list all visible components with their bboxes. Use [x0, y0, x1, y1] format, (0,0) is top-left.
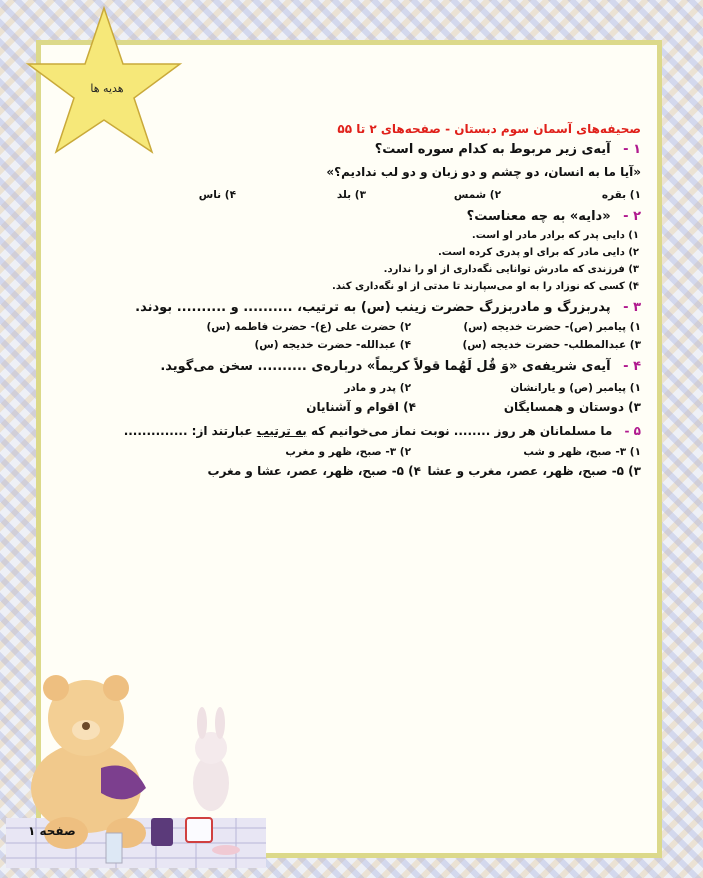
option: ۱) پیامبر (ص) و یارانشان	[510, 382, 641, 394]
option: ۲) شمس	[453, 189, 501, 201]
question-text: «دایه» به چه معناست؟	[466, 209, 611, 224]
options-row	[81, 464, 641, 478]
option: ۳) عبدالمطلب- حضرت خدیجه (س)	[462, 339, 641, 351]
question-text: آیه‌ی زیر مربوط به کدام سوره است؟	[374, 142, 611, 157]
option: ۴) عبدالله- حضرت خدیجه (س)	[254, 339, 411, 351]
question-text-underlined: به ترتیب	[256, 424, 307, 438]
option: ۲) دایی مادر که برای او پدری کرده است.	[437, 247, 639, 258]
option: ۲) ۳- صبح، ظهر و مغرب	[285, 446, 411, 458]
question-2	[81, 209, 641, 224]
option: ۱) پیامبر (ص)- حضرت خدیجه (س)	[463, 321, 641, 333]
option: ۴) ۵- صبح، ظهر، عصر، عشا و مغرب	[207, 464, 421, 478]
question-text: آیه‌ی شریفه‌ی «وَ قُل لَهُما قولاً کریماً» درباره‌ی .......... سخن می‌گوید.	[160, 359, 611, 374]
question-number: ۵ -	[624, 424, 641, 438]
question-number: ۳ -	[623, 300, 641, 315]
worksheet-content	[81, 122, 641, 478]
option: ۲) حضرت علی (ع)- حضرت فاطمه (س)	[206, 321, 411, 333]
options-row	[81, 382, 641, 394]
option: ۱) ۳- صبح، ظهر و شب	[523, 446, 641, 458]
question-5	[81, 424, 641, 438]
options-row	[81, 339, 641, 351]
question-3	[81, 300, 641, 315]
question-number: ۴ -	[623, 359, 641, 374]
question-4	[81, 359, 641, 374]
question-1	[81, 142, 641, 157]
worksheet-title: صحیفه‌های آسمان سوم دبستان - صفحه‌های ۲ تا ۵۵	[337, 122, 641, 136]
page-number-label: صفحه ۱	[28, 824, 76, 838]
option: ۱) بقره	[601, 189, 641, 201]
option: ۲) پدر و مادر	[344, 382, 411, 394]
option: ۱) دایی پدر که برادر مادر او است.	[471, 230, 639, 241]
option: ۴) ناس	[198, 189, 236, 201]
options-row	[81, 446, 641, 458]
options-row	[81, 189, 641, 201]
star-label: هدیه ها	[90, 82, 124, 95]
question-text: عبارتند از: ..............	[123, 424, 253, 438]
options-row	[81, 400, 641, 414]
option: ۳) بلد	[336, 189, 366, 201]
option: ۳) ۵- صبح، ظهر، عصر، مغرب و عشا	[427, 464, 641, 478]
question-text: پدربزرگ و مادربزرگ حضرت زینب (س) به ترتیب، .......... و .......... بودند.	[135, 300, 611, 315]
teddy-bear-picnic-illustration	[6, 668, 286, 868]
options-row	[81, 321, 641, 333]
question-quote: «آیا ما به انسان، دو چشم و دو زبان و دو لب ندادیم؟»	[326, 165, 641, 179]
option: ۳) دوستان و همسایگان	[503, 400, 641, 414]
question-text: ما مسلمانان هر روز ........ نوبت نماز می‌خوانیم که	[310, 424, 613, 438]
question-number: ۲ -	[623, 209, 641, 224]
option: ۴) کسی که نوزاد را به او می‌سپارند تا مدتی از او نگه‌داری کند.	[332, 281, 639, 292]
option: ۳) فرزندی که مادرش توانایی نگه‌داری از او را ندارد.	[383, 264, 639, 275]
option: ۴) اقوام و آشنایان	[306, 400, 416, 414]
question-number: ۱ -	[623, 142, 641, 157]
